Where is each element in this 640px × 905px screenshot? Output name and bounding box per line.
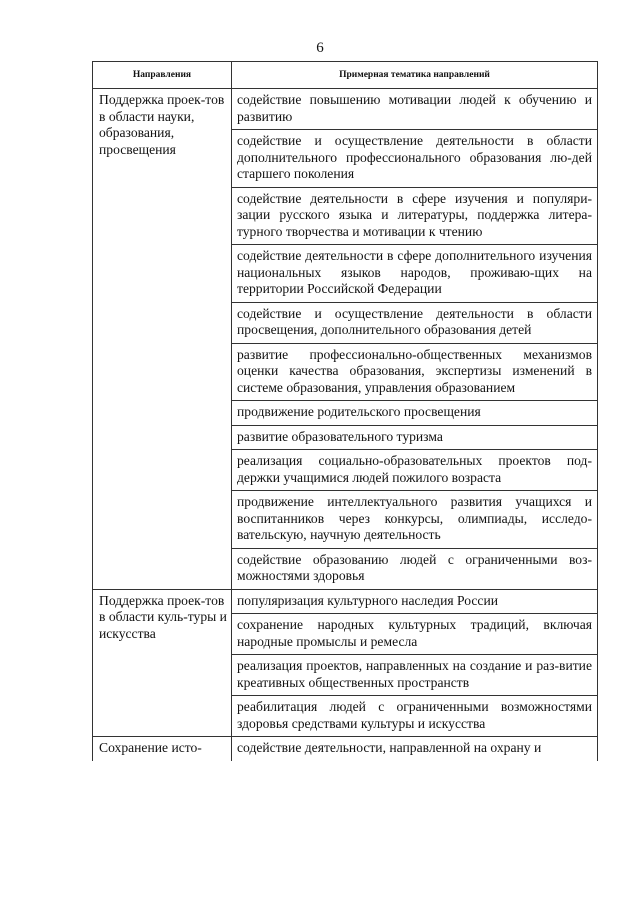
direction-heritage: Сохранение исто-: [93, 737, 232, 761]
topic-cell: популяризация культурного наследия России: [232, 589, 598, 614]
topic-cell: реализация социально-образовательных проектов под-держки учащимися людей пожилого возраста: [232, 450, 598, 491]
topic-cell: развитие профессионально-общественных механизмов оценки качества образования, экспертизы изменений в системе образования, управления образованием: [232, 343, 598, 401]
topic-cell: продвижение родительского просвещения: [232, 401, 598, 426]
direction-science-education: Поддержка проек-тов в области науки, образования, просвещения: [93, 89, 232, 590]
topic-cell: реабилитация людей с ограниченными возможностями здоровья средствами культуры и искусства: [232, 696, 598, 737]
table-row: [93, 737, 598, 761]
topic-cell: содействие деятельности, направленной на охрану и: [232, 737, 598, 761]
topic-cell: содействие деятельности в сфере изучения и популяри-зации русского языка и литературы, поддержка литера-турного творчества и мотивации к чтению: [232, 187, 598, 245]
page-number: 6: [316, 40, 324, 56]
header-topics: Примерная тематика направлений: [232, 62, 598, 89]
topic-cell: сохранение народных культурных традиций, включая народные промыслы и ремесла: [232, 614, 598, 655]
topic-cell: содействие повышению мотивации людей к обучению и развитию: [232, 89, 598, 130]
topic-cell: содействие деятельности в сфере дополнительного изучения национальных языков народов, проживаю-щих на территории Российской Федерации: [232, 245, 598, 303]
table-row: [93, 589, 598, 614]
table-header-row: [93, 62, 598, 89]
topic-cell: содействие образованию людей с ограниченными воз-можностями здоровья: [232, 548, 598, 589]
topic-cell: содействие и осуществление деятельности в области просвещения, дополнительного образования детей: [232, 302, 598, 343]
table-row: [93, 89, 598, 130]
topic-cell: развитие образовательного туризма: [232, 425, 598, 450]
topic-cell: продвижение интеллектуального развития учащихся и воспитанников через конкурсы, олимпиады, исследо-вательскую, научную деятельность: [232, 491, 598, 549]
directions-table: [92, 61, 598, 761]
topic-cell: реализация проектов, направленных на создание и раз-витие креативных общественных пространств: [232, 655, 598, 696]
header-directions: Направления: [93, 62, 232, 89]
direction-culture-art: Поддержка проек-тов в области куль-туры и искусства: [93, 589, 232, 737]
topic-cell: содействие и осуществление деятельности в области дополнительного профессионального образования лю-дей старшего поколения: [232, 130, 598, 188]
